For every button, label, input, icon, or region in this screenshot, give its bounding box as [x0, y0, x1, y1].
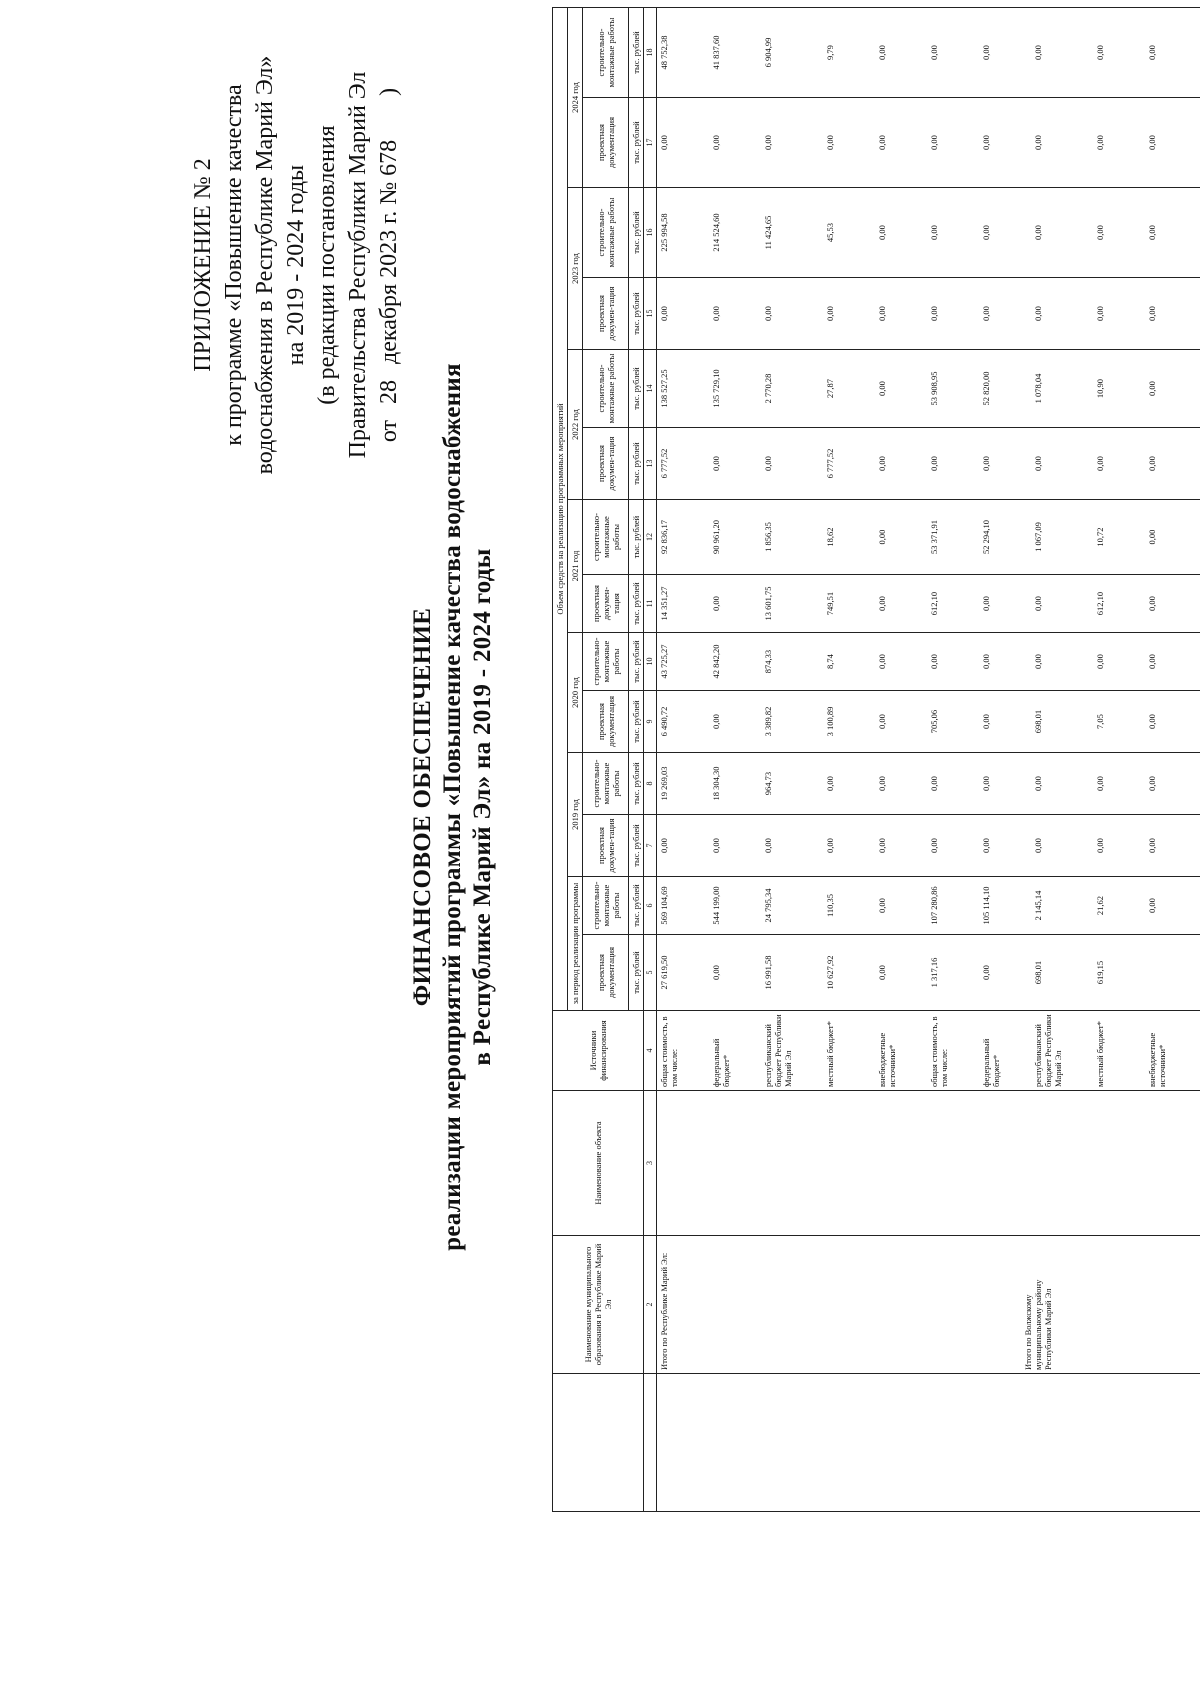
value-column-cell: [657, 691, 1200, 753]
header-construction: строительно-монтажные работы: [583, 500, 629, 575]
header-year-2024: 2024 год: [568, 8, 583, 188]
header-unit: тыс. рублей: [629, 575, 644, 633]
value-cell: 10 627,92: [825, 955, 835, 990]
value-cell: 0,00: [877, 225, 887, 240]
decree-number: 678: [376, 139, 402, 176]
column-number: 10: [644, 633, 657, 691]
value-cell: 92 836,17: [659, 520, 669, 554]
decree-line: [374, 30, 405, 500]
column-number: 3: [644, 1091, 657, 1236]
value-cell: 6 777,52: [659, 448, 669, 479]
column-number: 8: [644, 753, 657, 815]
value-cell: 0,00: [981, 776, 991, 791]
value-cell: 749,51: [825, 591, 835, 616]
value-cell: 10,72: [1095, 527, 1105, 547]
column-number: 14: [644, 350, 657, 428]
header-unit: тыс. рублей: [629, 98, 644, 188]
header-unit: тыс. рублей: [629, 753, 644, 815]
value-cell: 0,00: [1033, 596, 1043, 611]
column-number: 13: [644, 428, 657, 500]
value-cell: 0,00: [877, 838, 887, 853]
value-cell: 16 991,58: [763, 955, 773, 990]
table-data-row: [657, 8, 1200, 1512]
value-cell: 0,00: [711, 714, 721, 729]
header-col-1-spacer: [553, 1374, 644, 1512]
value-column-cell: [657, 188, 1200, 278]
funding-source: внебюджетные источники*: [1147, 1032, 1167, 1087]
column-number: 5: [644, 935, 657, 1011]
value-cell: 0,00: [1147, 381, 1157, 396]
funding-source: республиканский бюджет Республики Марий Эл: [763, 1014, 793, 1087]
column-number: 4: [644, 1011, 657, 1091]
value-cell: 18,62: [825, 527, 835, 547]
value-cell: 11 424,65: [763, 215, 773, 250]
value-cell: 612,10: [929, 591, 939, 616]
header-unit: тыс. рублей: [629, 8, 644, 98]
value-cell: 2 770,28: [763, 373, 773, 404]
value-cell: 0,00: [877, 898, 887, 913]
value-cell: 0,00: [711, 838, 721, 853]
value-cell: 0,00: [711, 965, 721, 980]
header-year-2019: 2019 год: [568, 753, 583, 877]
funding-source: внебюджетные источники*: [877, 1032, 897, 1087]
value-cell: 0,00: [929, 776, 939, 791]
value-cell: 0,00: [981, 45, 991, 60]
header-year-2023: 2023 год: [568, 188, 583, 350]
value-cell: 0,00: [877, 965, 887, 980]
value-cell: 0,00: [877, 306, 887, 321]
value-cell: 0,00: [929, 838, 939, 853]
value-cell: 0,00: [711, 596, 721, 611]
decree-close: ): [376, 87, 402, 96]
value-cell: 0,00: [1095, 838, 1105, 853]
value-cell: 107 280,86: [929, 886, 939, 925]
document-title: [408, 207, 498, 1407]
value-cell: 138 527,25: [659, 369, 669, 408]
value-cell: 0,00: [763, 306, 773, 321]
header-source: Источники финансирования: [553, 1011, 644, 1091]
value-cell: 0,00: [981, 965, 991, 980]
value-cell: 0,00: [711, 456, 721, 471]
value-cell: 0,00: [711, 135, 721, 150]
value-cell: 0,00: [929, 45, 939, 60]
value-cell: 6 490,72: [659, 706, 669, 737]
value-cell: 0,00: [1095, 135, 1105, 150]
header-design: проектная документация: [583, 691, 629, 753]
column-number: 2: [644, 1236, 657, 1374]
header-object: Наименование объекта: [553, 1091, 644, 1236]
header-unit: тыс. рублей: [629, 278, 644, 350]
header-unit: тыс. рублей: [629, 500, 644, 575]
column-number: [644, 1374, 657, 1512]
value-column-cell: [657, 633, 1200, 691]
header-unit: тыс. рублей: [629, 815, 644, 877]
value-cell: 0,00: [1095, 776, 1105, 791]
value-cell: 874,33: [763, 649, 773, 674]
header-unit: тыс. рублей: [629, 428, 644, 500]
value-cell: 0,00: [659, 838, 669, 853]
value-cell: 0,00: [711, 306, 721, 321]
value-cell: 52 820,00: [981, 371, 991, 406]
value-cell: 0,00: [1147, 898, 1157, 913]
value-cell: 0,00: [1033, 654, 1043, 669]
value-cell: 0,00: [981, 456, 991, 471]
header-construction: строительно-монтажные работы: [583, 350, 629, 428]
value-cell: 0,00: [1147, 714, 1157, 729]
value-cell: 6 777,52: [825, 448, 835, 479]
value-cell: 0,00: [1147, 306, 1157, 321]
value-cell: 612,10: [1095, 591, 1105, 616]
value-column-cell: [657, 98, 1200, 188]
value-column-cell: [657, 8, 1200, 98]
value-cell: 0,00: [1147, 529, 1157, 545]
value-cell: 0,00: [659, 135, 669, 150]
value-cell: 0,00: [1033, 838, 1043, 853]
header-construction: строительно-монтажные работы: [583, 753, 629, 815]
value-column-cell: [657, 575, 1200, 633]
column-number: 6: [644, 877, 657, 935]
value-cell: 0,00: [877, 45, 887, 60]
value-cell: 0,00: [825, 776, 835, 791]
value-cell: 10,90: [1095, 378, 1105, 399]
value-cell: 0,00: [929, 135, 939, 150]
value-cell: 0,00: [1033, 776, 1043, 791]
value-cell: 0,00: [1033, 225, 1043, 240]
value-cell: 0,00: [1147, 135, 1157, 150]
column-number: 12: [644, 500, 657, 575]
header-volume: Объем средств на реализацию программных мероприятий: [553, 8, 568, 1011]
column-number-row: [644, 8, 657, 1512]
value-cell: 2 145,14: [1033, 890, 1043, 921]
value-cell: 0,00: [1147, 838, 1157, 853]
header-design: проектная докумен-тация: [583, 575, 629, 633]
appendix-line: водоснабжения в Республике Марий Эл»: [252, 55, 278, 475]
header-design: проектная докумен-тация: [583, 278, 629, 350]
value-cell: 0,00: [877, 654, 887, 669]
value-cell: 45,53: [825, 222, 835, 243]
value-cell: 42 842,20: [711, 644, 721, 679]
title-line: в Республике Марий Эл» на 2019 - 2024 годы: [469, 548, 496, 1066]
value-cell: 3 389,82: [763, 706, 773, 737]
value-cell: 19 269,03: [659, 766, 669, 801]
header-unit: тыс. рублей: [629, 935, 644, 1011]
value-cell: 0,00: [825, 135, 835, 150]
value-cell: 698,01: [1033, 709, 1043, 734]
decree-day: 28: [376, 379, 402, 404]
value-cell: 0,00: [1147, 45, 1157, 60]
header-design: проектная документация: [583, 98, 629, 188]
appendix-line: ПРИЛОЖЕНИЕ № 2: [190, 158, 216, 372]
value-cell: 43 725,27: [659, 644, 669, 679]
funding-source: общая стоимость, в том числе:: [659, 1016, 679, 1087]
value-cell: 0,00: [1095, 456, 1105, 471]
title-line: ФИНАНСОВОЕ ОБЕСПЕЧЕНИЕ: [409, 607, 436, 1007]
value-cell: 7,05: [1095, 714, 1105, 729]
column-number: 9: [644, 691, 657, 753]
value-cell: 0,00: [659, 306, 669, 321]
value-cell: 544 199,00: [711, 886, 721, 925]
value-cell: 0,00: [981, 838, 991, 853]
header-total-period: за период реализации программы: [568, 877, 583, 1011]
header-municipality: Наименование муниципального образования в Республике Марий Эл: [553, 1236, 644, 1374]
value-cell: 105 114,10: [981, 886, 991, 925]
value-cell: 0,00: [877, 596, 887, 611]
header-unit: тыс. рублей: [629, 350, 644, 428]
column-number: 16: [644, 188, 657, 278]
value-cell: 135 729,10: [711, 369, 721, 408]
value-cell: 0,00: [1147, 654, 1157, 669]
value-cell: 0,00: [877, 381, 887, 396]
value-cell: 214 524,60: [711, 213, 721, 252]
value-cell: 0,00: [981, 306, 991, 321]
value-column-cell: [657, 935, 1200, 1011]
value-cell: 41 837,60: [711, 35, 721, 70]
header-unit: тыс. рублей: [629, 188, 644, 278]
value-cell: 0,00: [763, 838, 773, 853]
value-cell: 569 104,69: [659, 886, 669, 925]
header-year-2020: 2020 год: [568, 633, 583, 753]
value-column-cell: [657, 815, 1200, 877]
value-cell: 1 856,35: [763, 522, 773, 552]
column-number: 7: [644, 815, 657, 877]
header-construction: строительно-монтажные работы: [583, 188, 629, 278]
value-cell: 13 601,75: [763, 586, 773, 621]
value-cell: 0,00: [877, 529, 887, 545]
value-cell: 0,00: [1033, 135, 1043, 150]
municipality-name: Итого по Республике Марий Эл:: [659, 1252, 669, 1370]
value-column-cell: [657, 350, 1200, 428]
value-cell: 48 752,38: [659, 35, 669, 70]
financing-table-body: [657, 8, 1200, 1512]
source-cell: [657, 1011, 1200, 1091]
financing-table: [552, 7, 1200, 1512]
value-cell: 0,00: [981, 714, 991, 729]
header-unit: тыс. рублей: [629, 633, 644, 691]
header-construction: строительно-монтажные работы: [583, 633, 629, 691]
value-cell: 0,00: [763, 456, 773, 471]
header-design: проектная докумен-тация: [583, 815, 629, 877]
column-number: 17: [644, 98, 657, 188]
value-cell: 698,01: [1033, 960, 1043, 985]
decree-month-year: декабря 2023 г. №: [376, 181, 402, 364]
appendix-block: [188, 30, 405, 500]
value-cell: 0,00: [1095, 45, 1105, 60]
value-cell: 0,00: [825, 306, 835, 321]
funding-source: общая стоимость, в том числе:: [929, 1016, 949, 1087]
value-cell: 24 795,34: [763, 888, 773, 923]
value-cell: 0,00: [877, 714, 887, 729]
value-cell: 27,87: [825, 378, 835, 399]
column-number: 11: [644, 575, 657, 633]
value-cell: 225 994,58: [659, 213, 669, 252]
value-cell: 3 100,89: [825, 706, 835, 737]
header-unit: тыс. рублей: [629, 877, 644, 935]
value-cell: 14 351,27: [659, 586, 669, 621]
value-cell: 0,00: [1033, 45, 1043, 60]
value-column-cell: [657, 500, 1200, 575]
header-year-2021: 2021 год: [568, 500, 583, 633]
value-cell: 0,00: [763, 135, 773, 150]
municipality-name: Итого по Волжскому муниципальному району Республики Марий Эл: [1023, 1279, 1053, 1370]
value-cell: 21,62: [1095, 895, 1105, 916]
value-cell: 1 078,04: [1033, 373, 1043, 404]
value-cell: 0,00: [825, 838, 835, 853]
value-cell: 0,00: [981, 225, 991, 240]
value-cell: 6 904,99: [763, 37, 773, 68]
value-cell: 0,00: [877, 135, 887, 150]
value-cell: 90 961,20: [711, 520, 721, 554]
value-cell: [1147, 938, 1199, 1007]
municipality-cell: [657, 1236, 1200, 1374]
value-cell: 1 317,16: [929, 957, 939, 988]
header-year-2022: 2022 год: [568, 350, 583, 500]
value-cell: 0,00: [877, 776, 887, 791]
funding-source: местный бюджет*: [825, 1021, 835, 1087]
funding-source: федеральный бюджет*: [711, 1038, 731, 1087]
funding-source: местный бюджет*: [1095, 1021, 1105, 1087]
value-cell: 619,15: [1095, 960, 1105, 985]
value-cell: 0,00: [981, 596, 991, 611]
value-cell: 0,00: [1095, 654, 1105, 669]
value-column-cell: [657, 428, 1200, 500]
appendix-line: на 2019 - 2024 годы: [283, 164, 309, 366]
value-cell: 0,00: [1147, 776, 1157, 791]
value-cell: 0,00: [1095, 225, 1105, 240]
value-cell: 18 304,30: [711, 766, 721, 801]
value-cell: 0,00: [1147, 225, 1157, 240]
value-cell: 0,00: [929, 306, 939, 321]
column-1-cell: [657, 1374, 1200, 1512]
value-cell: 705,06: [929, 709, 939, 734]
header-design: проектная докумен-тация: [583, 428, 629, 500]
value-cell: 0,00: [1095, 306, 1105, 321]
header-construction: строительно-монтажные работы: [583, 877, 629, 935]
value-cell: 0,00: [929, 456, 939, 471]
value-cell: 0,00: [981, 135, 991, 150]
value-cell: 0,00: [1147, 456, 1157, 471]
value-cell: 53 371,91: [929, 520, 939, 554]
value-cell: 110,35: [825, 893, 835, 918]
value-cell: 9,79: [825, 45, 835, 60]
appendix-line: Правительства Республики Марий Эл: [345, 71, 371, 459]
value-cell: 0,00: [929, 654, 939, 669]
value-column-cell: [657, 278, 1200, 350]
header-unit: тыс. рублей: [629, 691, 644, 753]
header-design: проектная документация: [583, 935, 629, 1011]
value-cell: 0,00: [1033, 456, 1043, 471]
financing-table-wrapper: [552, 7, 1200, 1512]
value-cell: 8,74: [825, 654, 835, 669]
value-cell: 1 067,09: [1033, 522, 1043, 552]
funding-source: республиканский бюджет Республики Марий Эл: [1033, 1014, 1063, 1087]
value-cell: 53 908,95: [929, 371, 939, 406]
value-cell: 52 294,10: [981, 520, 991, 554]
value-cell: 27 619,50: [659, 955, 669, 990]
appendix-line: (в редакции постановления: [314, 125, 340, 405]
value-column-cell: [657, 753, 1200, 815]
value-cell: 0,00: [1033, 306, 1043, 321]
value-cell: 0,00: [981, 654, 991, 669]
header-construction: строительно-монтажные работы: [583, 8, 629, 98]
value-cell: 0,00: [1147, 596, 1157, 611]
column-number: 15: [644, 278, 657, 350]
value-cell: 0,00: [877, 456, 887, 471]
object-cell: [657, 1091, 1200, 1236]
value-column-cell: [657, 877, 1200, 935]
value-cell: 964,73: [763, 771, 773, 796]
column-number: 18: [644, 8, 657, 98]
funding-source: федеральный бюджет*: [981, 1038, 1001, 1087]
appendix-line: к программе «Повышение качества: [221, 84, 247, 446]
decree-prefix: от: [376, 419, 402, 443]
title-line: реализации мероприятий программы «Повышение качества водоснабжения: [439, 363, 466, 1251]
value-cell: 0,00: [929, 225, 939, 240]
